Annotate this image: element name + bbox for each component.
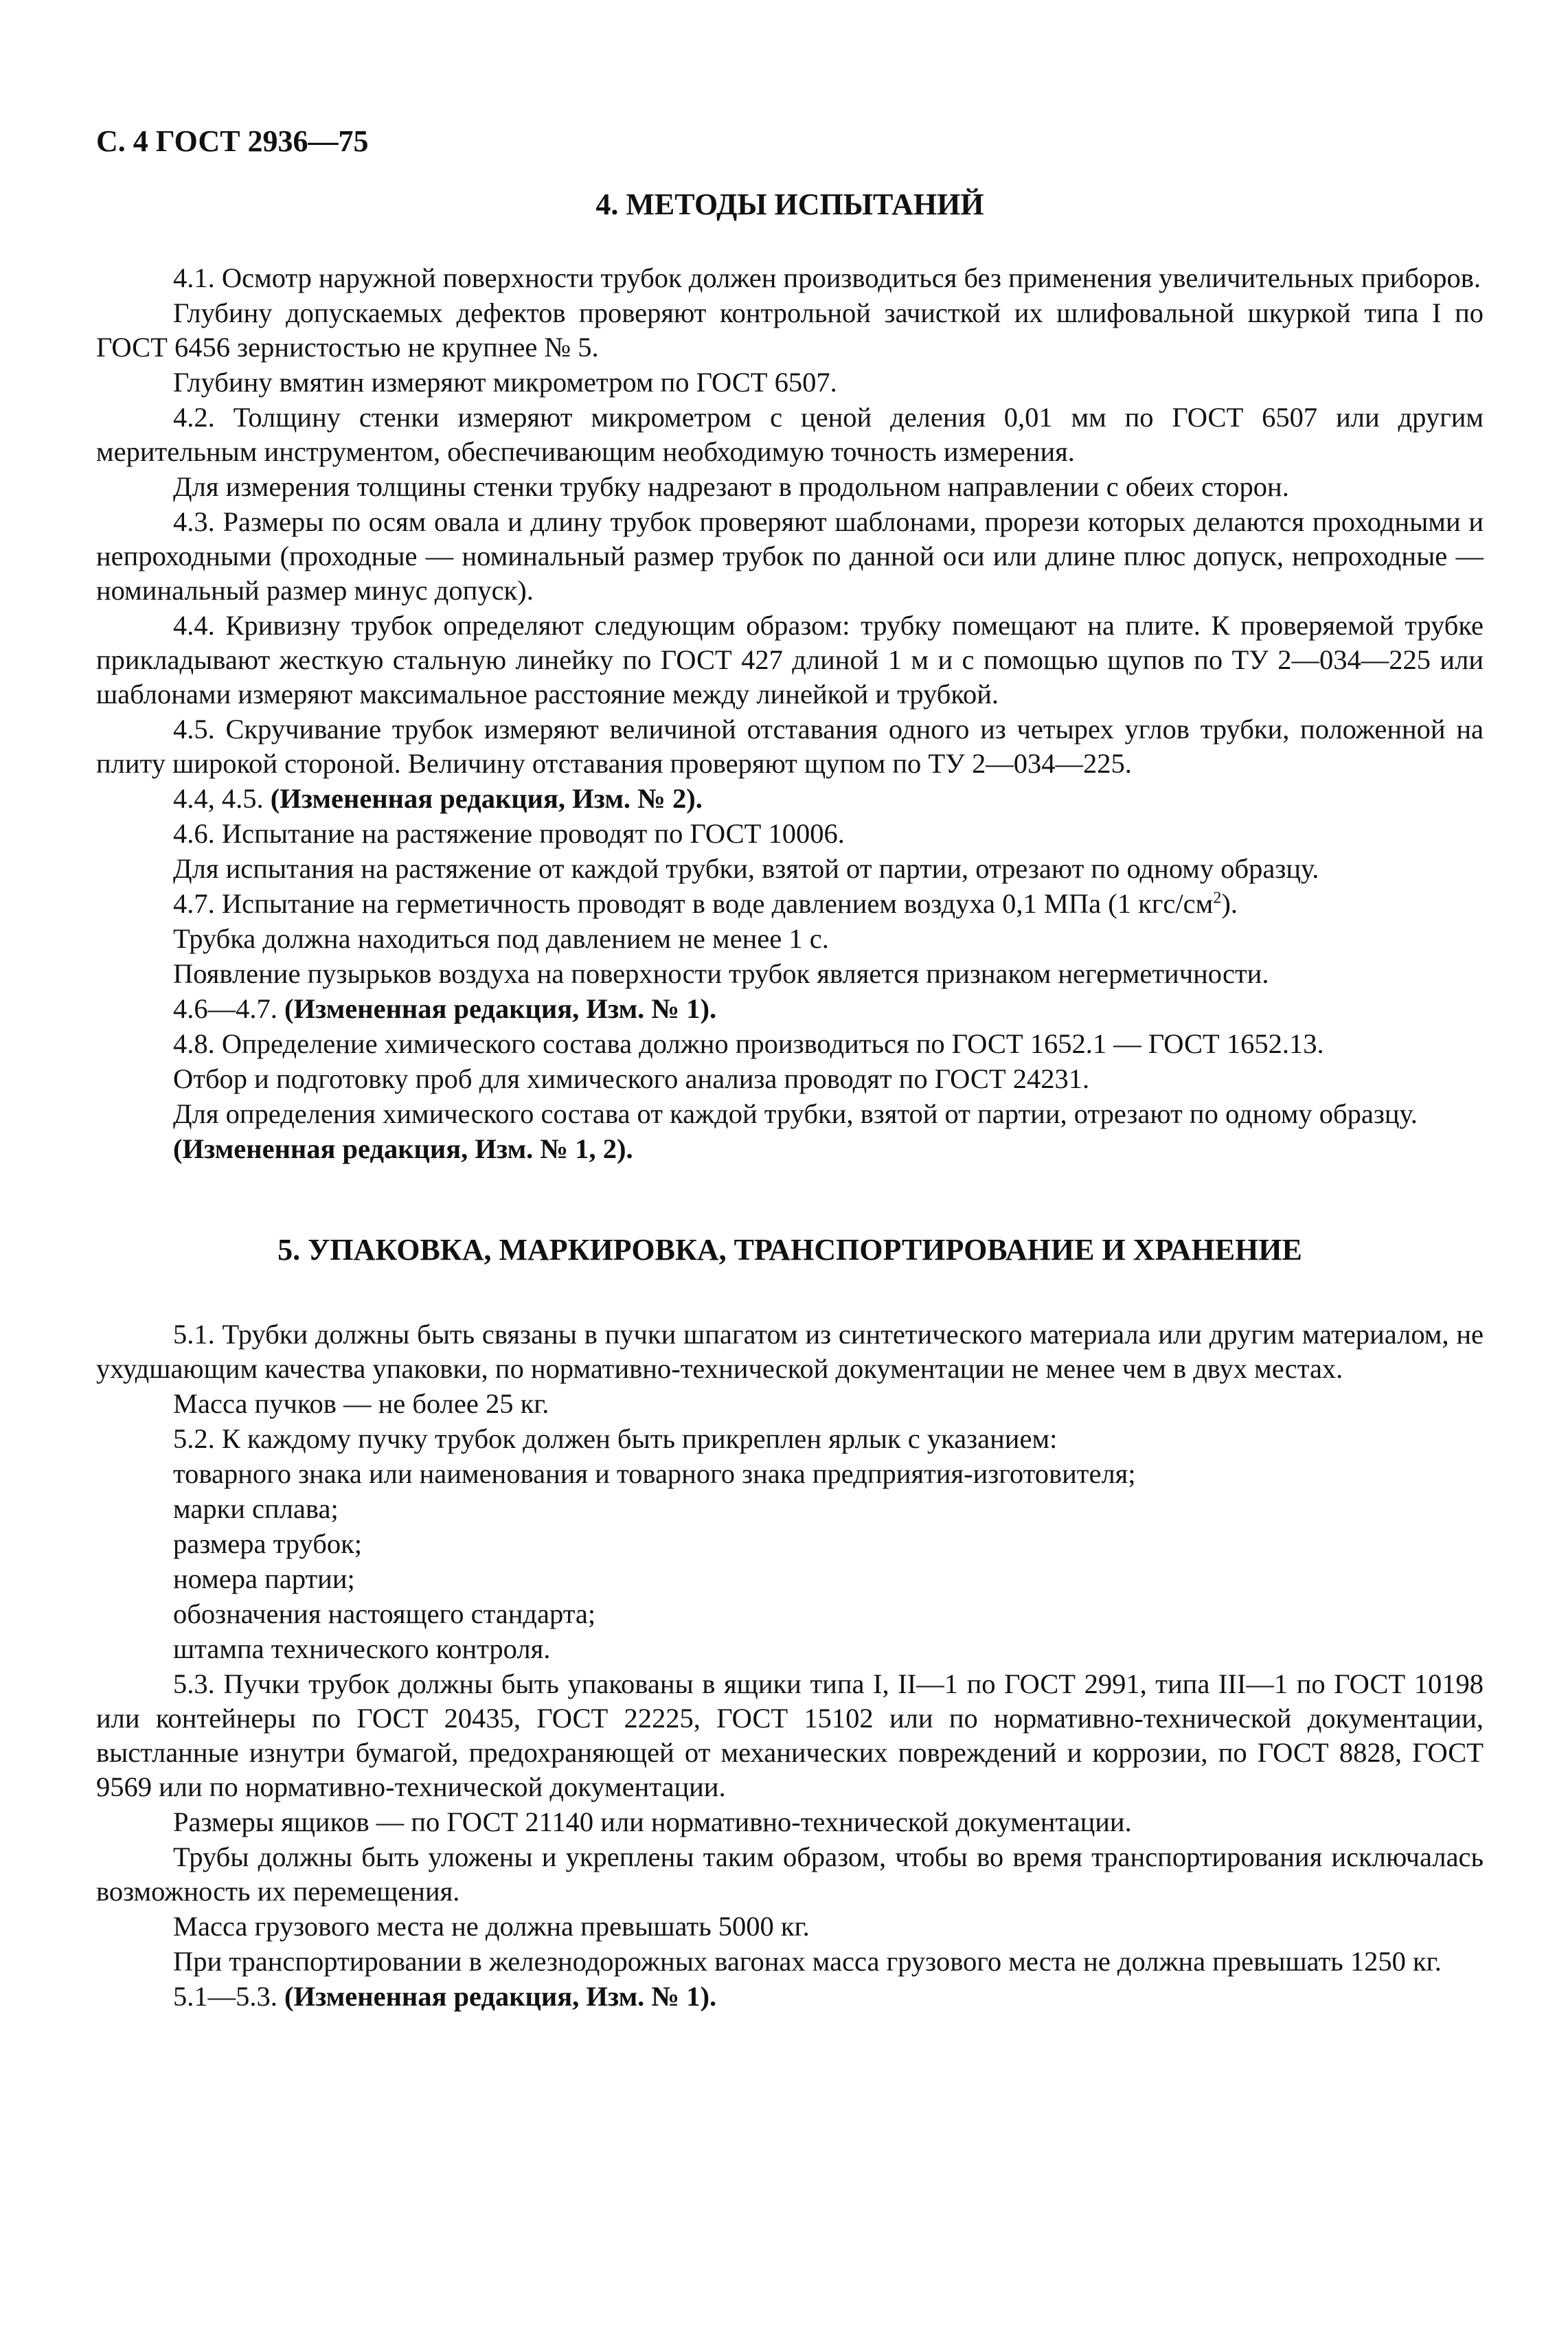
paragraph-leak-sign: Появление пузырьков воздуха на поверхности трубок является признаком негерметичности. [173, 958, 1269, 989]
pressure-test-tail: ). [1221, 888, 1238, 919]
revision-ref: 4.6—4.7. [173, 993, 284, 1024]
paragraph-4-2: 4.2. Толщину стенки измеряют микрометром с ценой деления 0,01 мм по ГОСТ 6507 или другим мерительным инструментом, обеспечивающим необходимую точность измерения. [96, 402, 1484, 467]
revision-note: (Измененная редакция, Изм. № 1). [284, 993, 717, 1024]
paragraph-revision-4-4-4-5 [96, 782, 1484, 816]
pressure-test-text: 4.7. Испытание на герметичность проводят в воде давлением воздуха 0,1 МПа (1 кгс/см [173, 888, 1214, 919]
revision-note: (Измененная редакция, Изм. № 1). [284, 1981, 717, 2012]
paragraph-rail-mass: При транспортировании в железнодорожных вагонах масса грузового места не должна превышать 1250 кг. [173, 1946, 1442, 1977]
section-5-title: 5. УПАКОВКА, МАРКИРОВКА, ТРАНСПОРТИРОВАНИЕ И ХРАНЕНИЕ [277, 1233, 1302, 1267]
paragraph-box-sizes: Размеры ящиков — по ГОСТ 21140 или нормативно-технической документации. [173, 1806, 1132, 1837]
paragraph-wall-measure: Для измерения толщины стенки трубку надрезают в продольном направлении с обеих сторон. [173, 471, 1289, 502]
label-item-stamp: штампа технического контроля. [173, 1633, 551, 1664]
label-item-batch: номера партии; [173, 1563, 355, 1594]
section-4-title: 4. МЕТОДЫ ИСПЫТАНИЙ [595, 188, 984, 221]
paragraph-4-4: 4.4. Кривизну трубок определяют следующим образом: трубку помещают на плите. К проверяемой трубке прикладывают жесткую стальную линейку по ГОСТ 427 длиной 1 м и с помощью щупов по ТУ 2—034—225 или шаблонами измеряют максимальное расстояние между линейкой и трубкой. [96, 610, 1484, 710]
paragraph-5-2: 5.2. К каждому пучку трубок должен быть прикреплен ярлык с указанием: [173, 1423, 1058, 1454]
paragraph-4-3: 4.3. Размеры по осям овала и длину трубок проверяют шаблонами, прорези которых делаются проходными и непроходными (проходные — номинальный размер трубок по данной оси или длине плюс допуск, непроходные — номинальный размер минус допуск). [96, 506, 1484, 606]
paragraph-5-3: 5.3. Пучки трубок должны быть упакованы в ящики типа I, II—1 по ГОСТ 2991, типа III—1 по ГОСТ 10198 или контейнеры по ГОСТ 20435, ГОСТ 22225, ГОСТ 15102 или по нормативно-технической документации, выстланные изнутри бумагой, предохраняющей от механических повреждений и коррозии, по ГОСТ 8828, ГОСТ 9569 или по нормативно-технической документации. [96, 1668, 1484, 1802]
paragraph-revision-4-8 [96, 1132, 1484, 1166]
superscript-2: 2 [1213, 888, 1222, 907]
paragraph-defect-depth: Глубину допускаемых дефектов проверяют контрольной зачисткой их шлифовальной шкуркой типа I по ГОСТ 6456 зернистостью не крупнее № 5. [96, 297, 1484, 363]
label-item-alloy: марки сплава; [173, 1493, 339, 1524]
paragraph-cargo-mass: Масса грузового места не должна превышать 5000 кг. [173, 1911, 810, 1942]
paragraph-revision-5 [96, 1980, 1484, 2014]
paragraph-4-5: 4.5. Скручивание трубок измеряют величиной отставания одного из четырех углов трубки, положенной на плиту широкой стороной. Величину отставания проверяют щупом по ТУ 2—034—225. [96, 714, 1484, 779]
revision-ref: 5.1—5.3. [173, 1981, 284, 2012]
paragraph-4-7 [96, 887, 1484, 921]
label-item-size: размера трубок; [173, 1528, 363, 1559]
paragraph-fixing: Трубы должны быть уложены и укреплены таким образом, чтобы во время транспортирования исключалась возможность их перемещения. [96, 1841, 1484, 1907]
paragraph-revision-4-6-4-7 [96, 992, 1484, 1026]
revision-note: (Измененная редакция, Изм. № 2). [270, 783, 703, 814]
label-item-standard: обозначения настоящего стандарта; [173, 1598, 596, 1629]
document-page [96, 124, 1484, 2015]
label-item-trademark: товарного знака или наименования и товарного знака предприятия-изготовителя; [173, 1458, 1136, 1489]
paragraph-4-1: 4.1. Осмотр наружной поверхности трубок должен производиться без применения увеличительных приборов. [173, 262, 1481, 293]
revision-note: (Измененная редакция, Изм. № 1, 2). [173, 1133, 633, 1164]
paragraph-sampling: Отбор и подготовку проб для химического анализа проводят по ГОСТ 24231. [173, 1063, 1090, 1094]
paragraph-pressure-time: Трубка должна находиться под давлением не менее 1 с. [173, 923, 829, 954]
paragraph-tensile-sample: Для испытания на растяжение от каждой трубки, взятой от партии, отрезают по одному образцу. [173, 853, 1319, 884]
paragraph-chemical-sample: Для определения химического состава от каждой трубки, взятой от партии, отрезают по одному образцу. [173, 1098, 1418, 1129]
paragraph-4-6: 4.6. Испытание на растяжение проводят по ГОСТ 10006. [173, 818, 845, 849]
paragraph-dent-depth: Глубину вмятин измеряют микрометром по ГОСТ 6507. [173, 367, 837, 398]
running-header: С. 4 ГОСТ 2936—75 [96, 124, 369, 158]
paragraph-4-8: 4.8. Определение химического состава должно производиться по ГОСТ 1652.1 — ГОСТ 1652.13. [173, 1028, 1324, 1059]
revision-ref: 4.4, 4.5. [173, 783, 271, 814]
paragraph-bundle-mass: Масса пучков — не более 25 кг. [173, 1388, 549, 1419]
paragraph-5-1: 5.1. Трубки должны быть связаны в пучки шпагатом из синтетического материала или другим материалом, не ухудшающим качества упаковки, по нормативно-технической документации не менее чем в двух местах. [96, 1319, 1484, 1384]
